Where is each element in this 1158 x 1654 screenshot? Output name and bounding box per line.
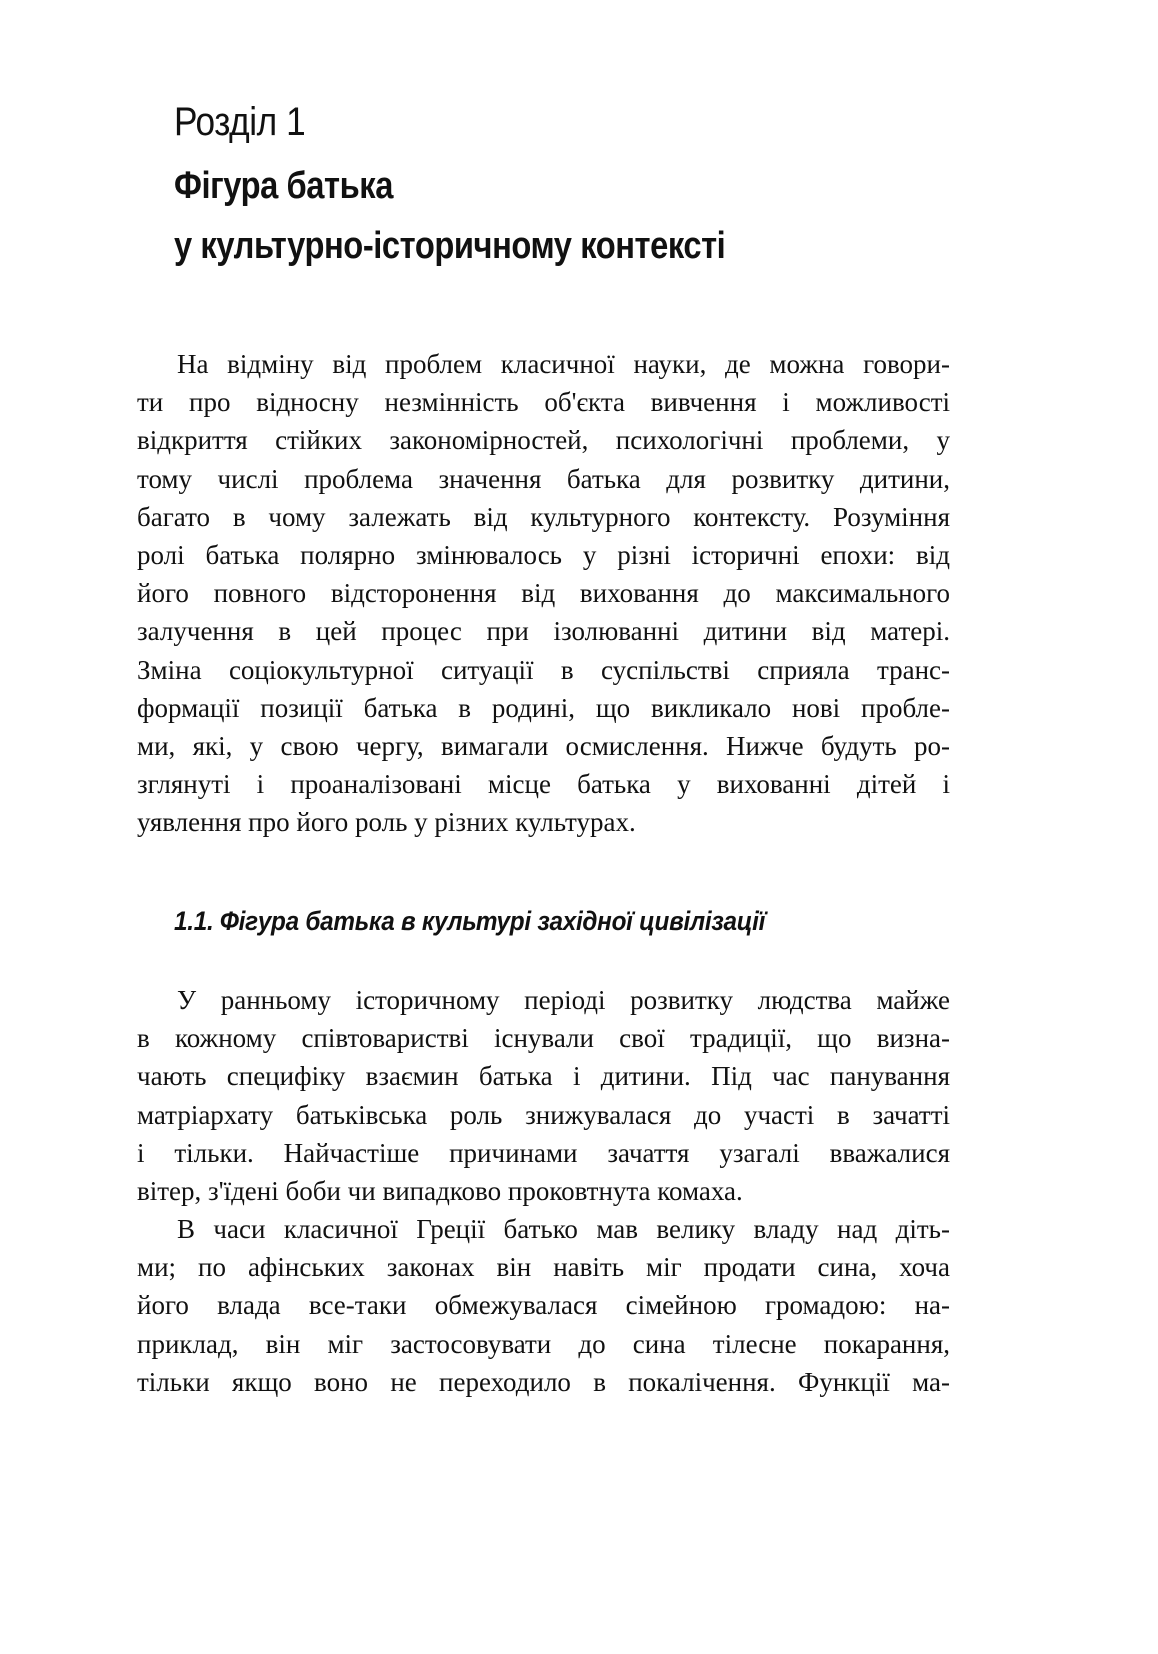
section-paragraph-1: [137, 981, 950, 1210]
chapter-title-line: Фігура батька: [174, 165, 393, 207]
text-line: вітер, з'їдені боби чи випадково проковтнута комаха.: [137, 1175, 743, 1206]
text-line: матріархату батьківська роль знижувалася до участі в зачатті: [137, 1099, 950, 1130]
text-line: зглянуті і проаналізовані місце батька у вихованні дітей і: [137, 769, 950, 800]
text-line: тільки якщо воно не переходило в покалічення. Функції ма-: [137, 1366, 950, 1397]
text-line: його повного відсторонення від виховання до максимального: [137, 578, 950, 609]
text-line: тому числі проблема значення батька для розвитку дитини,: [137, 463, 950, 494]
text-line: і тільки. Найчастіше причинами зачаття узагалі вважалися: [137, 1137, 950, 1168]
chapter-label: Розділ 1: [174, 100, 306, 144]
chapter-title: [174, 156, 725, 276]
chapter-title-line: у культурно-історичному контексті: [174, 225, 726, 267]
text-line: На відміну від проблем класичної науки, де можна говори-: [177, 349, 950, 379]
section-heading: 1.1. Фігура батька в культурі західної цивілізації: [174, 906, 766, 936]
text-line: ти про відносну незмінність об'єкта вивчення і можливості: [137, 387, 950, 418]
text-line: У ранньому історичному періоді розвитку людства майже: [177, 985, 950, 1015]
text-line: ролі батька полярно змінювалось у різні історичні епохи: від: [137, 539, 950, 570]
text-line: багато в чому залежать від культурного контексту. Розуміння: [137, 501, 950, 532]
intro-paragraph: [137, 345, 950, 841]
text-line: ми, які, у свою чергу, вимагали осмислення. Нижче будуть ро-: [137, 730, 950, 761]
text-line: формації позиції батька в родині, що викликало нові пробле-: [137, 692, 950, 723]
text-line: його влада все-таки обмежувалася сімейною громадою: на-: [137, 1290, 950, 1321]
text-line: Зміна соціокультурної ситуації в суспільстві сприяла транс-: [137, 654, 950, 685]
section-paragraph-2: [137, 1210, 950, 1401]
text-line: В часи класичної Греції батько мав велику владу над діть-: [177, 1214, 950, 1244]
text-line: відкриття стійких закономірностей, психологічні проблеми, у: [137, 425, 950, 456]
text-line: в кожному співтоваристві існували свої традиції, що визна-: [137, 1023, 950, 1054]
text-line: приклад, він міг застосовувати до сина тілесне покарання,: [137, 1328, 950, 1359]
text-line: залучення в цей процес при ізолюванні дитини від матері.: [137, 616, 950, 647]
text-line: уявлення про його роль у різних культурах.: [137, 807, 636, 838]
text-line: чають специфіку взаємин батька і дитини. Під час панування: [137, 1061, 950, 1092]
text-line: ми; по афінських законах він навіть міг продати сина, хоча: [137, 1252, 950, 1283]
